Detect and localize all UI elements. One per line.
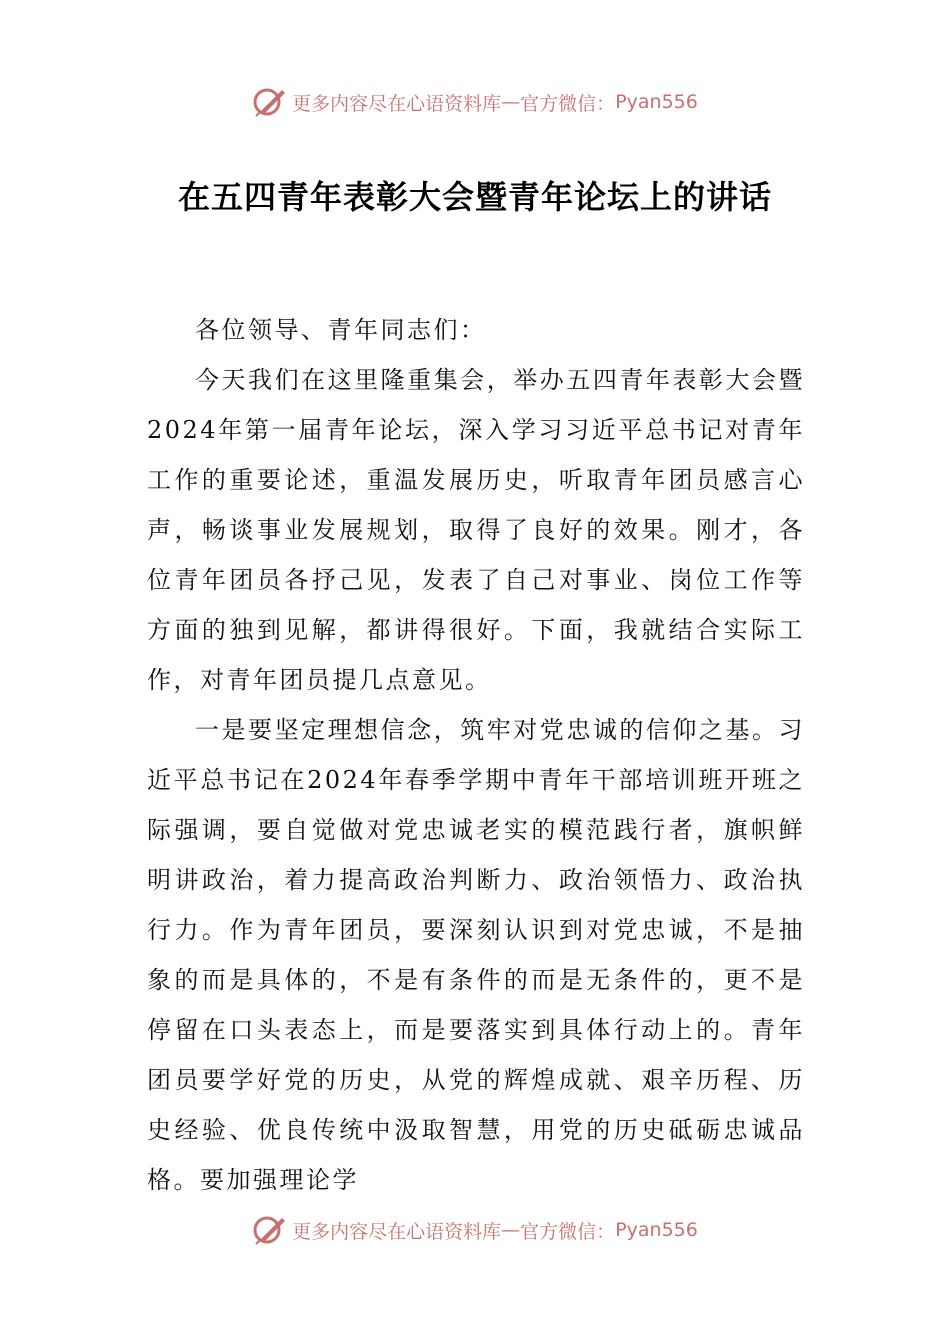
- header-watermark: [0, 82, 950, 122]
- watermark-wechat-id: Pyan556: [615, 1219, 698, 1241]
- document-body: [147, 305, 805, 1205]
- document-title: 在五四青年表彰大会暨青年论坛上的讲话: [177, 178, 772, 216]
- watermark-separator: —: [501, 91, 521, 113]
- paragraph-intro: 今天我们在这里隆重集会，举办五四青年表彰大会暨2024年第一届青年论坛，深入学习习近平总书记对青年工作的重要论述，重温发展历史，听取青年团员感言心声，畅谈事业发展规划，取得了良好的效果。刚才，各位青年团员各抒己见，发表了自己对事业、岗位工作等方面的独到见解，都讲得很好。下面，我就结合实际工作，对青年团员提几点意见。: [147, 366, 805, 694]
- footer-watermark: [0, 1210, 950, 1250]
- quill-logo-icon: [252, 1212, 288, 1248]
- watermark-text: 更多内容尽在心语资料库: [292, 92, 502, 115]
- watermark-wechat-id: Pyan556: [615, 91, 698, 113]
- watermark-label: 官方微信：: [520, 1220, 616, 1243]
- watermark-label: 官方微信：: [520, 92, 616, 115]
- watermark-separator: —: [501, 1219, 521, 1241]
- quill-logo-icon: [252, 84, 288, 120]
- watermark-text: 更多内容尽在心语资料库: [292, 1220, 502, 1243]
- paragraph-point-one: 一是要坚定理想信念，筑牢对党忠诚的信仰之基。习近平总书记在2024年春季学期中青年干部培训班开班之际强调，要自觉做对党忠诚老实的模范践行者，旗帜鲜明讲政治，着力提高政治判断力、政治领悟力、政治执行力。作为青年团员，要深刻认识到对党忠诚，不是抽象的而是具体的，不是有条件的而是无条件的，更不是停留在口头表态上，而是要落实到具体行动上的。青年团员要学好党的历史，从党的辉煌成就、艰辛历程、历史经验、优良传统中汲取智慧，用党的历史砥砺忠诚品格。要加强理论学: [147, 716, 805, 1194]
- salutation: 各位领导、青年同志们：: [195, 316, 487, 344]
